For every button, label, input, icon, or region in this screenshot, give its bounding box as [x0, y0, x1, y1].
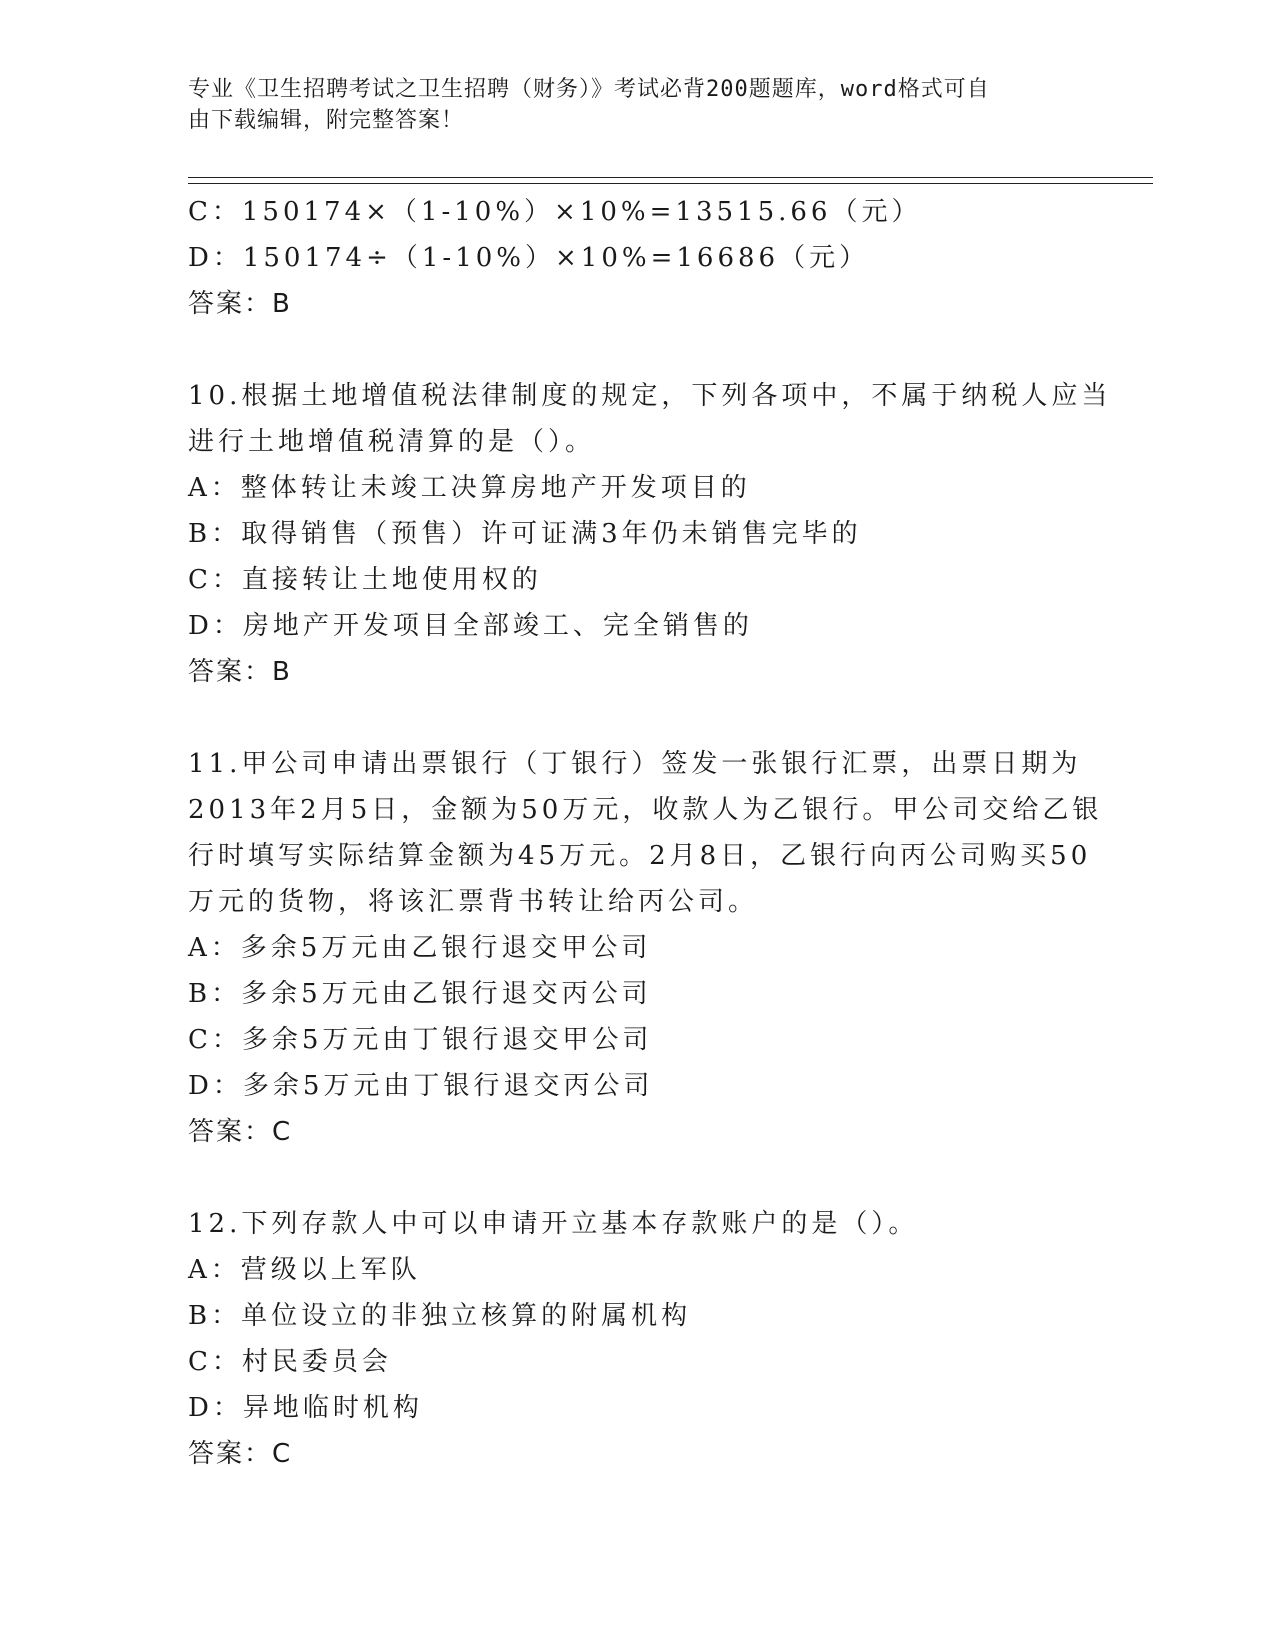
- answer-line: 答案：C: [188, 1117, 293, 1147]
- answer-line: 答案：B: [188, 289, 292, 319]
- question-text-line: 11.甲公司申请出票银行（丁银行）签发一张银行汇票，出票日期为: [188, 749, 1082, 779]
- option-c: C：150174×（1-10%）×10%=13515.66（元）: [188, 197, 922, 227]
- option-b: B：多余5万元由乙银行退交丙公司: [188, 979, 652, 1009]
- header-title-line-1: 专业《卫生招聘考试之卫生招聘（财务）》考试必背200题题库，word格式可自: [188, 77, 990, 102]
- spacer: [188, 695, 1148, 741]
- option-a: A：整体转让未竣工决算房地产开发项目的: [188, 473, 751, 503]
- option-a: A：营级以上军队: [188, 1255, 421, 1285]
- question-text-line: 12.下列存款人中可以申请开立基本存款账户的是（）。: [188, 1209, 919, 1239]
- option-d: D：多余5万元由丁银行退交丙公司: [188, 1071, 654, 1101]
- question-10: [188, 373, 1148, 695]
- question-text-line: 2013年2月5日，金额为50万元，收款人为乙银行。甲公司交给乙银: [188, 795, 1103, 825]
- option-c: C：村民委员会: [188, 1347, 392, 1377]
- question-text-line: 10.根据土地增值税法律制度的规定，下列各项中，不属于纳税人应当: [188, 381, 1112, 411]
- question-11: [188, 741, 1148, 1155]
- option-b: B：取得销售（预售）许可证满3年仍未销售完毕的: [188, 519, 862, 549]
- option-d: D：异地临时机构: [188, 1393, 423, 1423]
- question-text-line: 进行土地增值税清算的是（）。: [188, 427, 596, 457]
- document-header: [188, 74, 1088, 136]
- question-12: [188, 1201, 1148, 1477]
- option-d: D：房地产开发项目全部竣工、完全销售的: [188, 611, 753, 641]
- spacer: [188, 327, 1148, 373]
- option-d: D：150174÷（1-10%）×10%=16686（元）: [188, 243, 870, 273]
- option-c: C：直接转让土地使用权的: [188, 565, 542, 595]
- answer-line: 答案：B: [188, 657, 292, 687]
- answer-line: 答案：C: [188, 1439, 293, 1469]
- header-divider-bottom: [188, 183, 1153, 184]
- option-a: A：多余5万元由乙银行退交甲公司: [188, 933, 652, 963]
- option-b: B：单位设立的非独立核算的附属机构: [188, 1301, 692, 1331]
- spacer: [188, 1155, 1148, 1201]
- question-text-line: 万元的货物，将该汇票背书转让给丙公司。: [188, 887, 759, 917]
- header-title-line-2: 由下载编辑，附完整答案！: [188, 108, 465, 133]
- option-c: C：多余5万元由丁银行退交甲公司: [188, 1025, 653, 1055]
- question-content: [188, 189, 1148, 1477]
- question-text-line: 行时填写实际结算金额为45万元。2月8日，乙银行向丙公司购买50: [188, 841, 1092, 871]
- header-divider-top: [188, 177, 1153, 178]
- question-9-tail: [188, 189, 1148, 327]
